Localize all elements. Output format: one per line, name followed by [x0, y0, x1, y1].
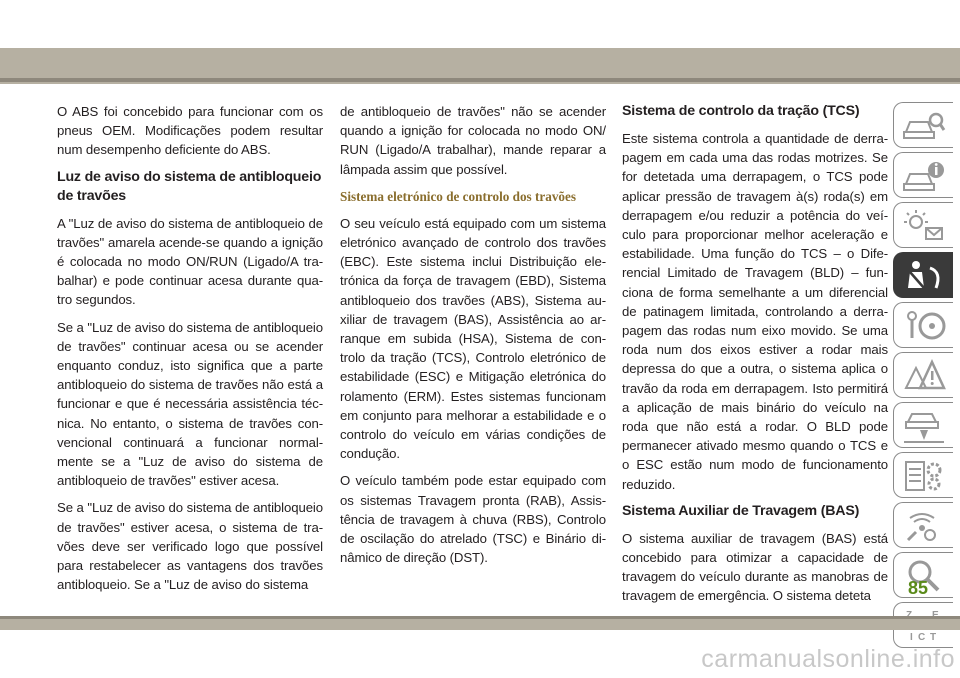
tab-safety[interactable] [893, 252, 953, 298]
footer-band [0, 616, 960, 630]
seatbelt-airbag-icon [902, 258, 946, 294]
paragraph: Este sistema controla a quantidade de derra-pagem em cada uma das rodas motrizes. Se for detetada uma derrapagem, o TCS pode aplicar pressão de travagem à(s) roda(s) em derrapagem e/ou reduzir a potência do veí-culo para proporcionar melhor aceleração e estabilidade. Uma função do TCS – o Dife-rencial Limitado de Travagem (BLD) – fun-ciona de forma semelhante a um diferencial de patinagem limitada, controlando a derra-pagem das rodas num eixo movido. Se uma roda num dos eixos estiver a rodar mais depressa do que a outra, o sistema aplica o travão da roda em derrapagem. Isto permitirá a aplicação de mais binário do veículo na roda que não está a rodar. O BLD pode permanecer ativado mesmo quando o TCS e o ESC estão num modo de funcionamento reduzido. [622, 131, 888, 492]
page-number: 85 [907, 578, 928, 598]
paragraph: A "Luz de aviso do sistema de antibloqueio de travões" amarela acende-se quando a ignição é colocada no modo ON/RUN (Ligado/A tra-balhar) e pode continuar acesa durante qua-tro segundos. [57, 215, 323, 308]
multimedia-icon [902, 508, 946, 544]
paragraph: de antibloqueio de travões" não se acender quando a ignição for colocada no modo ON/ RUN (Ligado/A trabalhar), mande reparar a lâmpada assim que possível. [340, 104, 606, 177]
column-2 [340, 102, 606, 575]
tab-servicing[interactable] [893, 402, 953, 448]
car-search-icon [902, 108, 946, 144]
section-heading: Sistema Auxiliar de Travagem (BAS) [622, 502, 860, 519]
tab-instrument-panel[interactable] [893, 202, 953, 248]
paragraph: O sistema auxiliar de travagem (BAS) está concebido para otimizar a capacidade de travagem do veículo durante as manobras de travagem de emergência. O sistema deteta [622, 530, 888, 604]
section-heading: Sistema de controlo da tração (TCS) [622, 103, 860, 119]
paragraph: O ABS foi concebido para funcionar com os pneus OEM. Modificações podem resultar num desempenho deficiente do ABS. [57, 104, 323, 158]
paragraph: O seu veículo está equipado com um sistema eletrónico avançado de controlo dos travões (EBC). Este sistema inclui Distribuição ele-trónica da força de travagem (EBD), Sistema antibloqueio dos travões (ABS), Sistema au-xiliar de travagem (BAS), Assistência ao ar-ranque em subida (HSA), Sistema de con-trolo da tração (TCS), Controlo eletrónico de estabilidade (ESC) e Mitigação eletrónica do rolamento (ERM). Estes sistemas funcionam em conjunto para melhorar a estabilidade e o controlo do veículo em várias condições de condução. [340, 215, 606, 462]
tab-starting-operating[interactable] [893, 302, 953, 348]
steering-key-icon [902, 308, 946, 344]
car-info-icon [902, 158, 946, 194]
column-3 [622, 102, 888, 614]
watermark: carmanualsonline.info [701, 645, 955, 673]
header-band [0, 48, 960, 84]
paragraph: O veículo também pode estar equipado com os sistemas Travagem pronta (RAB), Assis-tência de travagem à chuva (RBS), Controlo de oscilação do atrelado (TSC) e Binário di-nâmico de direção (DST). [340, 473, 606, 566]
index-letter: T [930, 632, 937, 643]
dashboard-lights-icon [902, 208, 946, 244]
column-1 [57, 102, 323, 602]
warning-triangle-icon [902, 358, 946, 394]
chapter-tabs [893, 102, 953, 652]
tab-emergency[interactable] [893, 352, 953, 398]
tab-vehicle-info[interactable] [893, 152, 953, 198]
paragraph: Se a "Luz de aviso do sistema de antibloqueio de travões" continuar acesa ou se acender enquanto conduz, isto significa que a parte antibloqueio do sistema de travões não está a funcionar e que é necessária assistência téc-nica. No entanto, o sistema de travões con-vencional continuará a funcionar normal-mente se a "Luz de aviso do sistema de antibloqueio de travões" estiver acesa. [57, 319, 323, 489]
paragraph: Se a "Luz de aviso do sistema de antibloqueio de travões" estiver acesa, o sistema de tra-vões deve ser verificado logo que possível para restabelecer as vantagens dos travões antibloqueio. Se a "Luz de aviso do sistema [57, 500, 323, 593]
section-heading: Sistema eletrónico de controlo dos travões [340, 188, 576, 204]
car-lift-icon [902, 408, 946, 444]
tab-getting-to-know[interactable] [893, 102, 953, 148]
section-heading: Luz de aviso do sistema de antibloqueio de travões [57, 168, 322, 204]
tab-multimedia[interactable] [893, 502, 953, 548]
index-letter: I [910, 632, 913, 643]
index-letter: C [918, 632, 926, 643]
tab-technical[interactable] [893, 452, 953, 498]
maintenance-list-icon [902, 458, 946, 494]
